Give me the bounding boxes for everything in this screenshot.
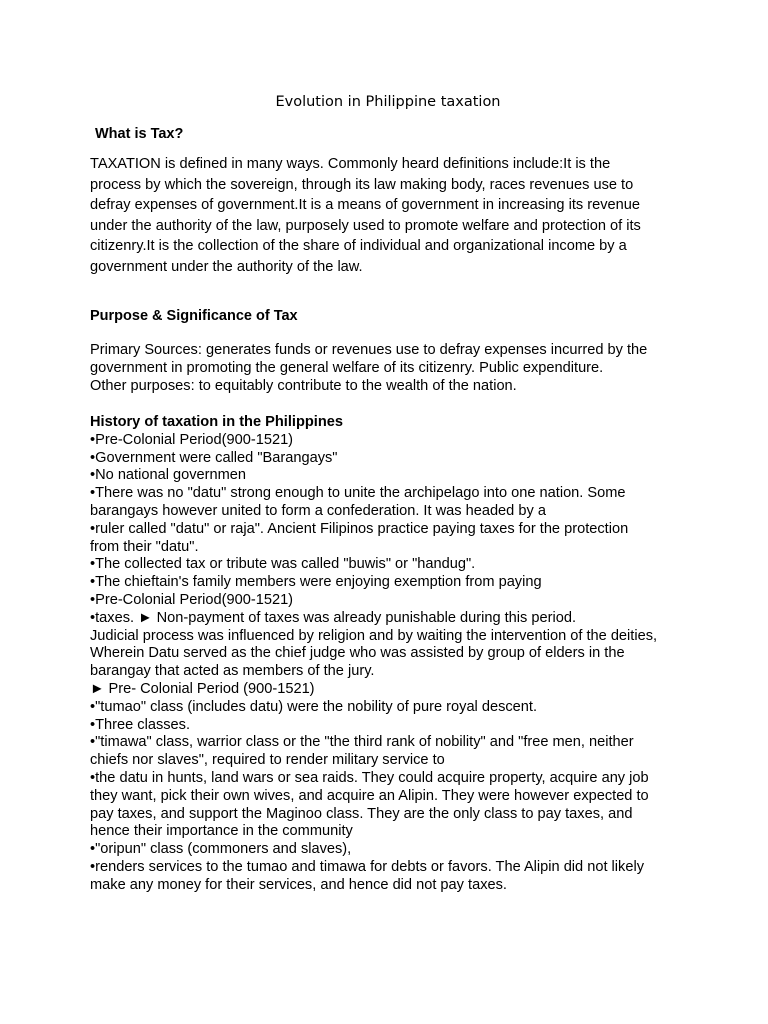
- paragraph-line: defray expenses of government.It is a means of government in increasing its revenue: [90, 197, 640, 213]
- history-section: [90, 414, 730, 895]
- paragraph-line: government under the authority of the law.: [90, 258, 363, 275]
- history-line: •The chieftain's family members were enjoying exemption from paying: [90, 574, 542, 591]
- history-line: •There was no "datu" strong enough to unite the archipelago into one nation. Some: [90, 485, 626, 502]
- history-line: Wherein Datu served as the chief judge who was assisted by group of elders in the: [90, 645, 625, 662]
- history-line: •"oripun" class (commoners and slaves),: [90, 841, 352, 858]
- purpose-line: Primary Sources: generates funds or revenues use to defray expenses incurred by the: [90, 342, 648, 358]
- history-line: •renders services to the tumao and timawa for debts or favors. The Alipin did not likely: [90, 858, 644, 875]
- history-line: •The collected tax or tribute was called "buwis" or "handug".: [90, 556, 476, 573]
- paragraph-line: under the authority of the law, purposely used to promote welfare and protection of its: [90, 217, 641, 234]
- history-heading: History of taxation in the Philippines: [90, 414, 343, 430]
- purpose-line: Other purposes: to equitably contribute to the wealth of the nation.: [90, 377, 517, 394]
- paragraph-line: process by which the sovereign, through its law making body, races revenues use to: [90, 176, 634, 193]
- purpose-heading: Purpose & Significance of Tax: [90, 308, 298, 324]
- history-line: chiefs nor slaves", required to render military service to: [90, 752, 445, 769]
- history-line: Judicial process was influenced by religion and by waiting the intervention of the deities,: [90, 627, 658, 644]
- history-line: •No national governmen: [90, 467, 247, 484]
- history-line: •ruler called "datu" or raja". Ancient Filipinos practice paying taxes for the protection: [90, 520, 629, 537]
- paragraph-line: citizenry.It is the collection of the share of individual and organizational income by a: [90, 238, 627, 254]
- history-line: from their "datu".: [90, 538, 199, 555]
- history-line: pay taxes, and support the Maginoo class. They are the only class to pay taxes, and: [90, 805, 633, 822]
- history-line: •Three classes.: [90, 716, 191, 733]
- history-line: ► Pre- Colonial Period (900-1521): [90, 680, 315, 697]
- history-line: make any money for their services, and hence did not pay taxes.: [90, 876, 507, 893]
- history-line: •the datu in hunts, land wars or sea raids. They could acquire property, acquire any job: [90, 769, 649, 786]
- history-line: barangays however united to form a confederation. It was headed by a: [90, 502, 546, 519]
- history-line: hence their importance in the community: [90, 823, 353, 840]
- history-line: •Government were called "Barangays": [90, 449, 338, 466]
- history-line: they want, pick their own wives, and acquire an Alipin. They were however expected to: [90, 787, 649, 804]
- history-line: •"timawa" class, warrior class or the "the third rank of nobility" and "free men, neither: [90, 734, 634, 751]
- history-line: barangay that acted as members of the jury.: [90, 663, 375, 680]
- document-title: Evolution in Philippine taxation: [275, 94, 501, 110]
- purpose-line: government in promoting the general welfare of its citizenry. Public expenditure.: [90, 359, 604, 376]
- what-is-tax-heading: What is Tax?: [95, 126, 184, 142]
- history-line: •"tumao" class (includes datu) were the nobility of pure royal descent.: [90, 698, 538, 715]
- history-line: •Pre-Colonial Period(900-1521): [90, 591, 294, 608]
- purpose-section: [90, 342, 730, 395]
- history-line: •Pre-Colonial Period(900-1521): [90, 431, 294, 448]
- taxation-definition-paragraph: [90, 154, 690, 277]
- paragraph-line: TAXATION is defined in many ways. Commonly heard definitions include:It is the: [90, 156, 611, 172]
- history-line: •taxes. ► Non-payment of taxes was already punishable during this period.: [90, 609, 577, 626]
